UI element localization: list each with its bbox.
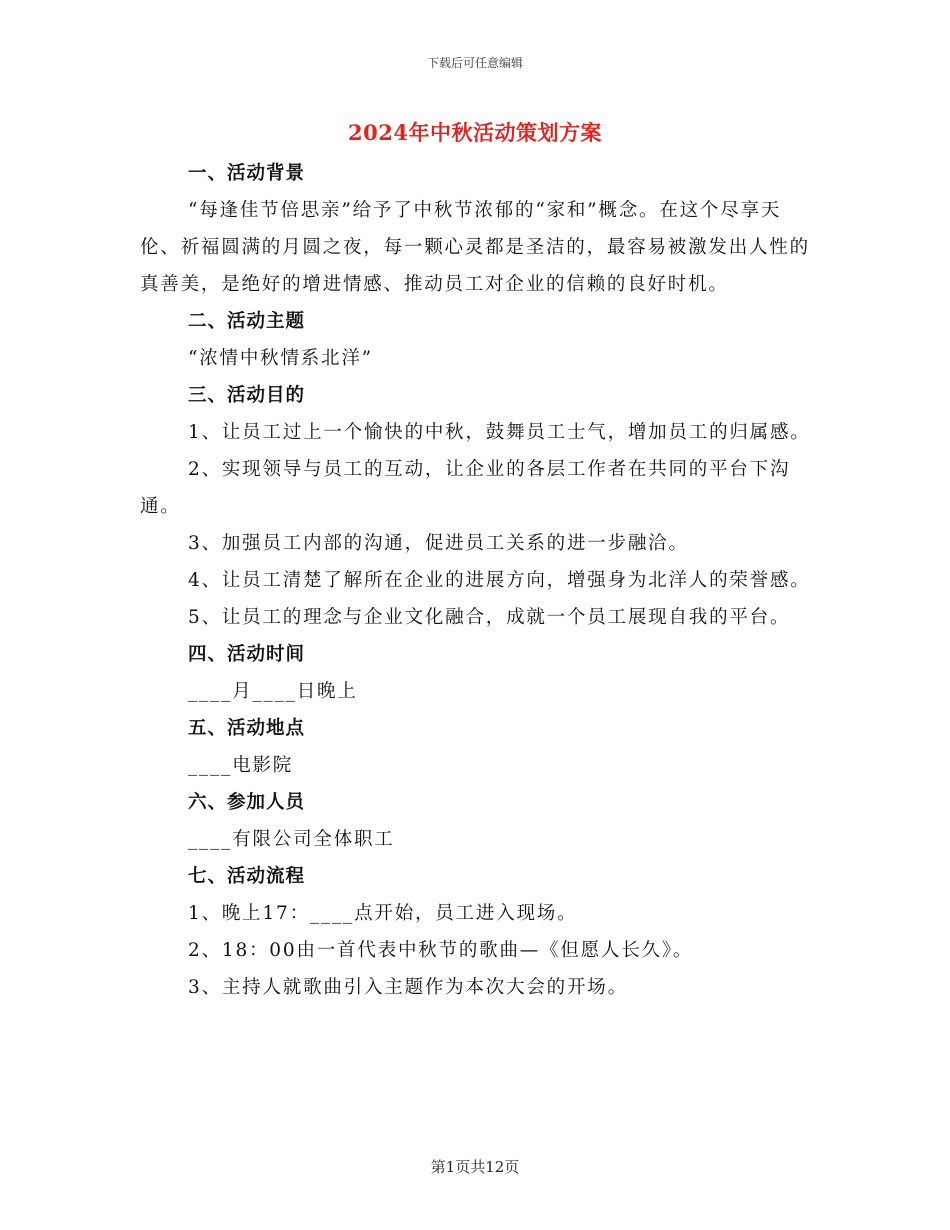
flow-item: 3、主持人就歌曲引入主题作为本次大会的开场。 <box>188 977 628 998</box>
page-footer: 第1页共12页 <box>430 1158 520 1176</box>
purpose-item: 5、让员工的理念与企业文化融合，成就一个员工展现自我的平台。 <box>188 607 791 628</box>
document-body <box>140 155 820 1006</box>
purpose-item: 2、实现领导与员工的互动，让企业的各层工作者在共同的平台下沟通。 <box>140 459 791 517</box>
section-heading-flow: 七、活动流程 <box>188 866 306 887</box>
section-heading-purpose: 三、活动目的 <box>188 385 306 406</box>
purpose-item: 1、让员工过上一个愉快的中秋，鼓舞员工士气，增加员工的归属感。 <box>188 422 811 443</box>
purpose-item: 3、加强员工内部的沟通，促进员工关系的进一步融洽。 <box>188 533 689 554</box>
section-paragraph: ____电影院 <box>188 755 294 776</box>
section-heading-background: 一、活动背景 <box>188 163 306 184</box>
purpose-item: 4、让员工清楚了解所在企业的进展方向，增强身为北洋人的荣誉感。 <box>188 570 811 591</box>
flow-item: 2、18：00由一首代表中秋节的歌曲—《但愿人长久》。 <box>188 940 694 961</box>
section-heading-theme: 二、活动主题 <box>188 311 306 332</box>
section-heading-participants: 六、参加人员 <box>188 792 306 813</box>
section-paragraph: ____月____日晚上 <box>188 681 358 702</box>
section-heading-location: 五、活动地点 <box>188 718 306 739</box>
document-title: 2024年中秋活动策划方案 <box>348 120 602 145</box>
flow-item: 1、晚上17：____点开始，员工进入现场。 <box>188 903 578 924</box>
page-header: 下载后可任意编辑 <box>426 56 523 70</box>
section-paragraph: “每逢佳节倍思亲”给予了中秋节浓郁的“家和”概念。在这个尽享天伦、祈福圆满的月圆之夜，每一颗心灵都是圣洁的，最容易被激发出人性的真善美，是绝好的增进情感、推动员工对企业的信赖的良好时机。 <box>140 200 810 295</box>
section-heading-time: 四、活动时间 <box>188 644 306 665</box>
section-paragraph: ____有限公司全体职工 <box>188 829 395 850</box>
section-paragraph: “浓情中秋情系北洋” <box>188 348 373 369</box>
